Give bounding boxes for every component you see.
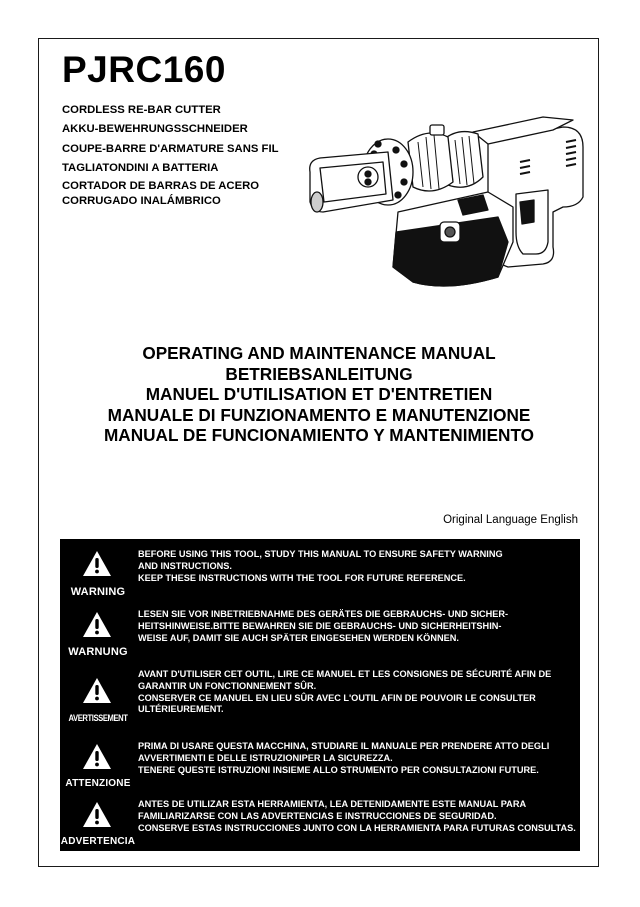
subtitle-english: CORDLESS RE-BAR CUTTER (62, 104, 221, 116)
warning-triangle-icon (82, 743, 112, 770)
warning-triangle-icon (82, 550, 112, 577)
warning-text (138, 741, 549, 776)
warning-line: AND INSTRUCTIONS. (138, 560, 232, 571)
warning-block-spanish (60, 791, 580, 851)
warning-line: HEITSHINWEISE.BITTE BEWAHREN SIE DIE GEBRAUCHS- UND SICHERHEITSHIN- (138, 620, 502, 631)
warning-label: WARNUNG (68, 646, 128, 658)
warning-line: BEFORE USING THIS TOOL, STUDY THIS MANUAL TO ENSURE SAFETY WARNING (138, 549, 503, 559)
warning-block-french (60, 663, 580, 729)
warning-triangle-icon (82, 801, 112, 828)
subtitle-spanish-line2: CORRUGADO INALÁMBRICO (62, 195, 221, 208)
warning-text (138, 609, 508, 644)
warning-text (138, 669, 551, 716)
warning-text (138, 799, 576, 834)
warning-line: PRIMA DI USARE QUESTA MACCHINA, STUDIARE IL MANUALE PER PRENDERE ATTO DEGLI (138, 741, 550, 751)
warning-line: ULTÉRIEUREMENT. (138, 704, 224, 715)
warning-triangle-icon (82, 611, 112, 638)
subtitle-italian: TAGLIATONDINI A BATTERIA (62, 161, 219, 174)
manual-title-spanish: MANUAL DE FUNCIONAMIENTO Y MANTENIMIENTO (103, 425, 535, 445)
warning-label: AVERTISSEMENT (68, 713, 128, 723)
warning-triangle-icon (82, 677, 112, 704)
warning-label: WARNING (70, 586, 126, 598)
manual-title-english: OPERATING AND MAINTENANCE MANUAL (142, 343, 496, 363)
warning-line: AVANT D'UTILISER CET OUTIL, LIRE CE MANUEL ET LES CONSIGNES DE SÉCURITÉ AFIN DE (138, 669, 552, 679)
model-number: PJRC160 (62, 49, 226, 90)
warning-line: ANTES DE UTILIZAR ESTA HERRAMIENTA, LEA DETENIDAMENTE ESTE MANUAL PARA (138, 799, 527, 809)
warning-block-english (60, 539, 580, 601)
manual-title-italian: MANUALE DI FUNZIONAMENTO E MANUTENZIONE (107, 404, 531, 425)
warning-line: TENERE QUESTE ISTRUZIONI INSIEME ALLO STRUMENTO PER CONSULTAZIONI FUTURE. (138, 764, 539, 775)
warning-line: CONSERVE ESTAS INSTRUCCIONES JUNTO CON LA HERRAMIENTA PARA FUTURAS CONSULTAS. (138, 822, 576, 833)
warning-line: KEEP THESE INSTRUCTIONS WITH THE TOOL FOR FUTURE REFERENCE. (138, 572, 466, 583)
manual-title-french: MANUEL D'UTILISATION ET D'ENTRETIEN (145, 384, 493, 404)
warning-line: LESEN SIE VOR INBETRIEBNAHME DES GERÄTES DIE GEBRAUCHS- UND SICHER- (138, 609, 509, 619)
product-subtitles (62, 101, 279, 208)
warning-line: AVVERTIMENTI E DELLE ISTRUZIONIPER LA SICUREZZA. (138, 752, 393, 763)
original-language-note: Original Language English (443, 514, 578, 526)
trigger (520, 200, 534, 224)
warning-block-german (60, 601, 580, 663)
manual-titles (40, 343, 598, 446)
warning-line: WEISE AUF, DAMIT SIE AUCH SPÄTER EINGESEHEN WERDEN KÖNNEN. (138, 632, 459, 643)
subtitle-spanish-line1: CORTADOR DE BARRAS DE ACERO (62, 180, 260, 193)
subtitle-french: COUPE-BARRE D'ARMATURE SANS FIL (62, 142, 279, 155)
rebar-cutter-illustration (298, 82, 598, 297)
warning-text (138, 549, 503, 584)
warning-line: GARANTIR UN FONCTIONNEMENT SÛR. (138, 680, 317, 691)
top-nut (430, 125, 444, 135)
warning-block-italian (60, 729, 580, 791)
stopper-pin (311, 192, 323, 212)
warning-label: ATTENZIONE (65, 778, 131, 789)
safety-warning-panel (60, 539, 580, 851)
subtitle-german: AKKU-BEWEHRUNGSSCHNEIDER (62, 123, 248, 136)
warning-label: ADVERTENCIA (60, 836, 136, 847)
warning-line: FAMILIARIZARSE CON LAS ADVERTENCIAS E INSTRUCCIONES DE SEGURIDAD. (138, 810, 497, 821)
warning-line: CONSERVER CE MANUEL EN LIEU SÛR AVEC L'OUTIL AFIN DE POUVOIR LE CONSULTER (138, 692, 536, 703)
manual-title-german: BETRIEBSANLEITUNG (225, 363, 413, 384)
